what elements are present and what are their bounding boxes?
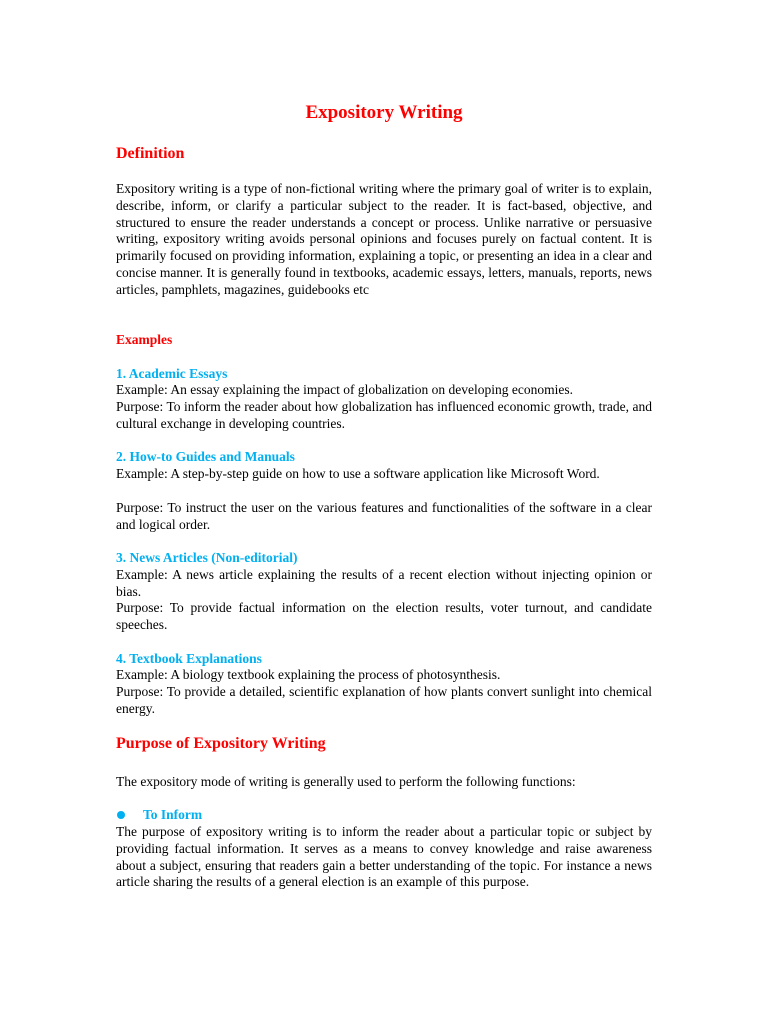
example-1-example: Example: An essay explaining the impact of globalization on developing economies. — [116, 382, 574, 397]
example-2-purpose: Purpose: To instruct the user on the various features and functionalities of the software in a clear and logical order. — [116, 500, 652, 532]
example-1-purpose: Purpose: To inform the reader about how globalization has influenced economic growth, trade, and cultural exchange in developing countries. — [116, 399, 652, 431]
bullet-1-title: To Inform — [143, 807, 203, 822]
definition-paragraph: Expository writing is a type of non-fictional writing where the primary goal of writer is to explain, describe, inform, or clarify a particular subject to the reader. It is fact-based, objective, and structured to ensure the reader understands a concept or process. Unlike narrative or persuasive writing, expository writing avoids personal opinions and focuses purely on factual content. It is primarily focused on providing information, explaining a topic, or presenting an idea in a clear and concise manner. It is generally found in textbooks, academic essays, letters, manuals, reports, news articles, pamphlets, magazines, guidebooks etc — [116, 181, 652, 297]
example-4-title: 4. Textbook Explanations — [116, 651, 262, 666]
purpose-intro: The expository mode of writing is generally used to perform the following functions: — [116, 774, 576, 789]
example-3-purpose: Purpose: To provide factual information on the election results, voter turnout, and candidate speeches. — [116, 600, 652, 632]
purpose-heading: Purpose of Expository Writing — [116, 735, 326, 752]
example-2-example: Example: A step-by-step guide on how to use a software application like Microsoft Word. — [116, 466, 600, 481]
example-3-title: 3. News Articles (Non-editorial) — [116, 550, 298, 565]
example-2-title: 2. How-to Guides and Manuals — [116, 449, 295, 464]
examples-heading: Examples — [116, 332, 173, 347]
page-title: Expository Writing — [305, 102, 463, 123]
example-3-example: Example: A news article explaining the results of a recent election without injecting opinion or bias. — [116, 567, 652, 599]
example-1-title: 1. Academic Essays — [116, 366, 228, 381]
bullet-dot-icon — [117, 811, 125, 819]
example-4-example: Example: A biology textbook explaining the process of photosynthesis. — [116, 667, 501, 682]
example-4-purpose: Purpose: To provide a detailed, scientific explanation of how plants convert sunlight into chemical energy. — [116, 684, 652, 716]
definition-heading: Definition — [116, 145, 185, 162]
bullet-1-text: The purpose of expository writing is to inform the reader about a particular topic or subject by providing factual information. It serves as a means to convey knowledge and raise awareness about a subject, ensuring that readers gain a better understanding of the topic. For instance a news article sharing the results of a general election is an example of this purpose. — [116, 824, 652, 890]
